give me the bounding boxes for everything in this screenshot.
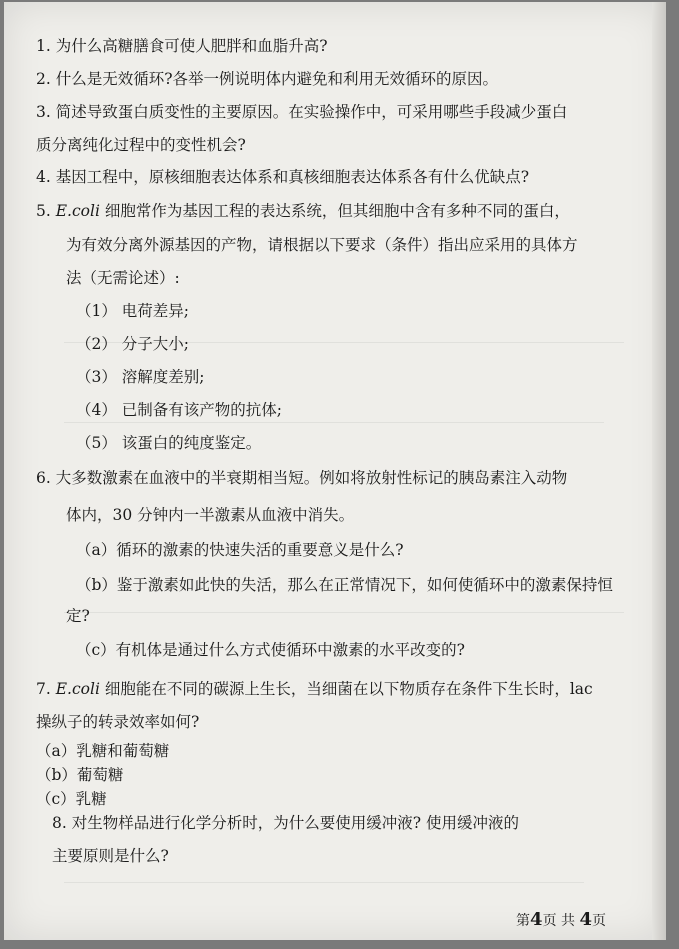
question-6-line-2: 体内，30 分钟内一半激素从血液中消失。 — [66, 506, 355, 524]
page-number — [516, 909, 606, 930]
question-7-number: 7. — [36, 680, 51, 698]
question-5-item: （2） 分子大小; — [76, 335, 190, 353]
question-3-line-2: 质分离纯化过程中的变性机会? — [36, 136, 246, 154]
page-mid: 页 共 — [542, 913, 576, 929]
question-7-item: （b）葡萄糖 — [36, 766, 124, 784]
question-5-item: （4） 已制备有该产物的抗体; — [76, 401, 283, 419]
question-8-line-2: 主要原则是什么? — [52, 847, 169, 865]
total-pages: 4 — [579, 909, 592, 930]
question-5-number: 5. — [36, 202, 51, 220]
exam-page — [4, 2, 666, 940]
question-7-line-2: 操纵子的转录效率如何? — [36, 713, 200, 731]
page-edge-shadow — [652, 2, 666, 940]
question-6-item-b-line-2: 定? — [66, 607, 90, 625]
question-5-item: （3） 溶解度差别; — [76, 368, 205, 386]
question-6-line-1: 6. 大多数激素在血液中的半衰期相当短。例如将放射性标记的胰岛素注入动物 — [36, 469, 568, 487]
question-7-item: （c）乳糖 — [36, 790, 107, 808]
question-5-line-3: 法（无需论述）: — [66, 269, 180, 287]
question-6-item-c: （c）有机体是通过什么方式使循环中激素的水平改变的? — [76, 641, 465, 659]
question-1: 1. 为什么高糖膳食可使人肥胖和血脂升高? — [36, 37, 328, 55]
question-7-text: 细胞能在不同的碳源上生长，当细菌在以下物质存在条件下生长时，lac — [99, 680, 593, 698]
question-5-item: （1） 电荷差异; — [76, 302, 190, 320]
question-6-item-b-line-1: （b）鉴于激素如此快的失活，那么在正常情况下，如何使循环中的激素保持恒 — [76, 576, 613, 594]
question-4: 4. 基因工程中，原核细胞表达体系和真核细胞表达体系各有什么优缺点? — [36, 168, 530, 186]
page-prefix: 第 — [516, 913, 531, 929]
ecoli-term: E.coli — [55, 680, 100, 698]
ecoli-term: E.coli — [55, 202, 100, 220]
current-page: 4 — [530, 909, 543, 930]
question-6-item-a: （a）循环的激素的快速失活的重要意义是什么? — [76, 541, 404, 559]
question-7-line-1 — [36, 679, 593, 699]
page-suffix: 页 — [592, 913, 606, 929]
question-8-line-1: 8. 对生物样品进行化学分析时，为什么要使用缓冲液? 使用缓冲液的 — [52, 814, 519, 832]
question-5-item: （5） 该蛋白的纯度鉴定。 — [76, 434, 262, 452]
question-2: 2. 什么是无效循环?各举一例说明体内避免和利用无效循环的原因。 — [36, 70, 499, 88]
question-5-line-2: 为有效分离外源基因的产物，请根据以下要求（条件）指出应采用的具体方 — [66, 236, 578, 254]
question-5-text: 细胞常作为基因工程的表达系统，但其细胞中含有多种不同的蛋白， — [99, 202, 570, 220]
question-3-line-1: 3. 简述导致蛋白质变性的主要原因。在实验操作中，可采用哪些手段减少蛋白 — [36, 103, 568, 121]
question-5-line-1 — [36, 201, 570, 221]
question-7-item: （a）乳糖和葡萄糖 — [36, 742, 170, 760]
